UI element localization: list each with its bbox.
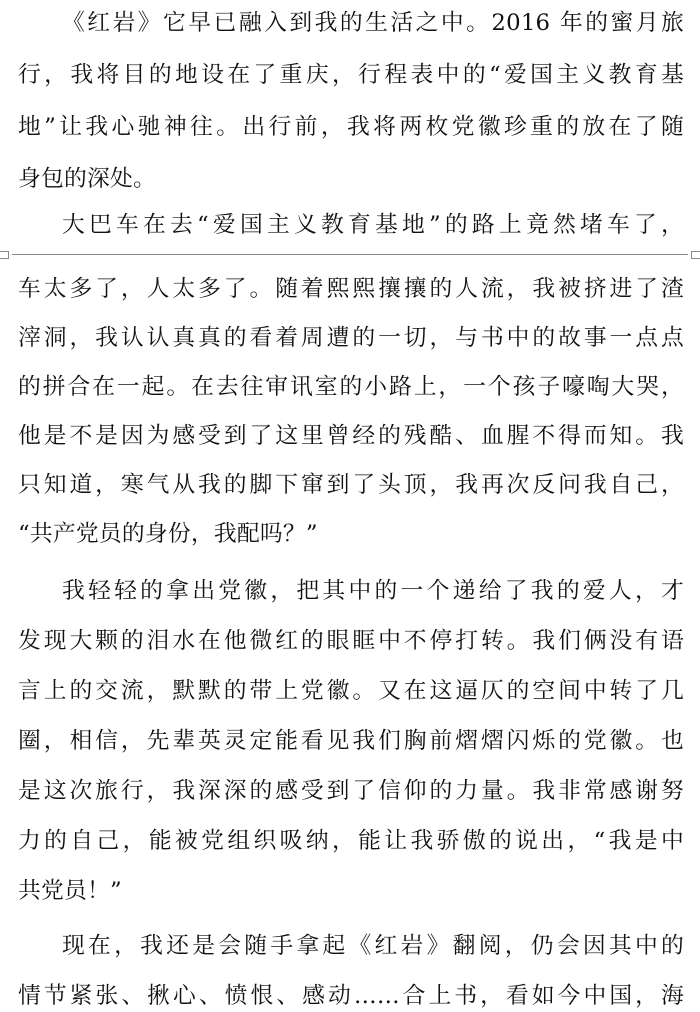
text-line: 现在，我还是会随手拿起《红岩》翻阅，仍会因其中的 — [62, 933, 684, 959]
document-page-bottom — [0, 262, 700, 1012]
text-line: 行，我将目的地设在了重庆，行程表中的“爱国主义教育基 — [18, 62, 684, 88]
text-line: 言上的交流，默默的带上党徽。又在这逼仄的空间中转了几 — [18, 678, 684, 704]
page-corner-mark — [691, 251, 700, 259]
text-line: 地”让我心驰神往。出行前，我将两枚党徽珍重的放在了随 — [18, 114, 684, 140]
text-line: 发现大颗的泪水在他微红的眼眶中不停打转。我们俩没有语 — [18, 628, 684, 654]
text-line: 只知道，寒气从我的脚下窜到了头顶，我再次反问我自己， — [18, 472, 684, 498]
text-line: 情节紧张、揪心、愤恨、感动……合上书，看如今中国，海 — [18, 983, 684, 1009]
page-break-line — [12, 254, 688, 255]
text-line: 力的自己，能被党组织吸纳，能让我骄傲的说出，“我是中 — [18, 828, 684, 854]
text-line: 圈，相信，先辈英灵定能看见我们胸前熠熠闪烁的党徽。也 — [18, 728, 684, 754]
text-line: 滓洞，我认认真真的看着周遭的一切，与书中的故事一点点 — [18, 325, 684, 351]
document-page-top — [0, 0, 700, 248]
text-line: 的拼合在一起。在去往审讯室的小路上，一个孩子嚎啕大哭， — [18, 374, 684, 400]
page-corner-mark — [0, 251, 9, 259]
text-line: 身包的深处。 — [18, 166, 156, 192]
page-break-divider — [0, 248, 700, 262]
text-line: 车太多了，人太多了。随着熙熙攘攘的人流，我被挤进了渣 — [18, 276, 684, 302]
text-line: 他是不是因为感受到了这里曾经的残酷、血腥不得而知。我 — [18, 423, 684, 449]
text-line: 共党员！” — [18, 878, 122, 904]
text-line: 《红岩》它早已融入到我的生活之中。2016 年的蜜月旅 — [62, 10, 684, 36]
text-line: 我轻轻的拿出党徽，把其中的一个递给了我的爱人，才 — [62, 578, 684, 604]
text-line: 大巴车在去“爱国主义教育基地”的路上竟然堵车了， — [62, 212, 684, 238]
text-line: “共产党员的身份，我配吗？” — [18, 521, 318, 547]
text-line: 是这次旅行，我深深的感受到了信仰的力量。我非常感谢努 — [18, 778, 684, 804]
